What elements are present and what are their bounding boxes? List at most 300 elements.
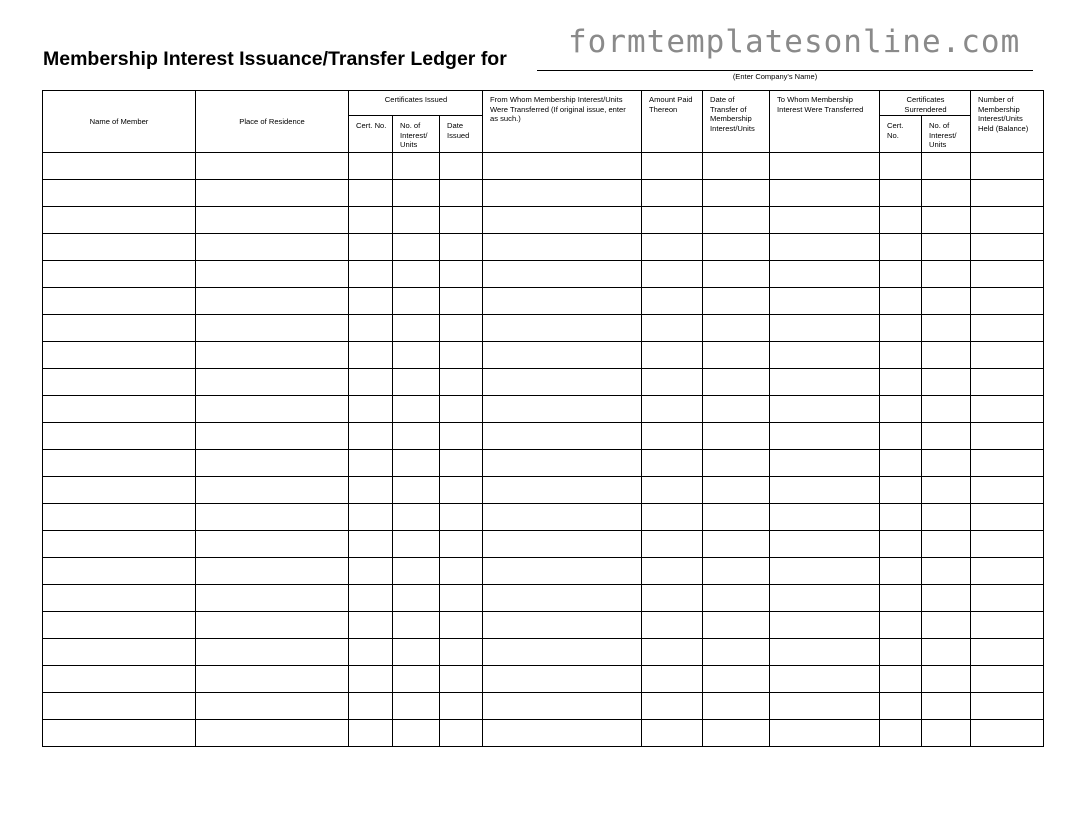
table-row (43, 666, 1044, 693)
cell-to-whom[interactable] (770, 342, 880, 369)
cell-place-of-residence[interactable] (196, 396, 349, 423)
cell-place-of-residence[interactable] (196, 450, 349, 477)
cell-name-of-member[interactable] (43, 207, 196, 234)
cell-amount-paid[interactable] (642, 207, 703, 234)
cell-balance[interactable] (971, 504, 1044, 531)
cell-date-of-transfer[interactable] (703, 180, 770, 207)
cell-balance[interactable] (971, 531, 1044, 558)
cell-from-whom[interactable] (483, 396, 642, 423)
table-row (43, 720, 1044, 747)
cell-name-of-member[interactable] (43, 693, 196, 720)
cell-from-whom[interactable] (483, 423, 642, 450)
cell-from-whom[interactable] (483, 585, 642, 612)
table-row (43, 396, 1044, 423)
cell-date-of-transfer[interactable] (703, 477, 770, 504)
cell-amount-paid[interactable] (642, 261, 703, 288)
cell-place-of-residence[interactable] (196, 315, 349, 342)
cell-name-of-member[interactable] (43, 504, 196, 531)
cell-issued-cert-no[interactable] (349, 639, 393, 666)
cell-from-whom[interactable] (483, 504, 642, 531)
header-issued-no-of-units: No. of Interest/ Units (393, 116, 440, 153)
cell-place-of-residence[interactable] (196, 234, 349, 261)
table-row (43, 612, 1044, 639)
cell-surrendered-no-of-units[interactable] (922, 396, 971, 423)
cell-date-of-transfer[interactable] (703, 288, 770, 315)
cell-balance[interactable] (971, 369, 1044, 396)
table-row (43, 558, 1044, 585)
cell-name-of-member[interactable] (43, 639, 196, 666)
cell-place-of-residence[interactable] (196, 693, 349, 720)
cell-surrendered-no-of-units[interactable] (922, 450, 971, 477)
ledger-table (42, 90, 1044, 747)
cell-surrendered-no-of-units[interactable] (922, 720, 971, 747)
cell-from-whom[interactable] (483, 261, 642, 288)
header-certificates-surrendered: Certificates Surrendered (880, 91, 971, 116)
cell-amount-paid[interactable] (642, 693, 703, 720)
cell-date-of-transfer[interactable] (703, 234, 770, 261)
cell-balance[interactable] (971, 207, 1044, 234)
cell-date-of-transfer[interactable] (703, 153, 770, 180)
cell-surrendered-cert-no[interactable] (880, 639, 922, 666)
cell-amount-paid[interactable] (642, 396, 703, 423)
cell-from-whom[interactable] (483, 612, 642, 639)
header-from-whom: From Whom Membership Interest/Units Were Transferred (If original issue, enter as such.) (483, 91, 642, 153)
cell-issued-cert-no[interactable] (349, 342, 393, 369)
cell-surrendered-no-of-units[interactable] (922, 639, 971, 666)
cell-amount-paid[interactable] (642, 423, 703, 450)
cell-amount-paid[interactable] (642, 504, 703, 531)
cell-to-whom[interactable] (770, 666, 880, 693)
cell-date-of-transfer[interactable] (703, 315, 770, 342)
cell-from-whom[interactable] (483, 666, 642, 693)
cell-issued-no-of-units[interactable] (393, 639, 440, 666)
cell-date-of-transfer[interactable] (703, 450, 770, 477)
cell-name-of-member[interactable] (43, 450, 196, 477)
cell-issued-cert-no[interactable] (349, 261, 393, 288)
cell-date-issued[interactable] (440, 396, 483, 423)
cell-name-of-member[interactable] (43, 612, 196, 639)
cell-issued-cert-no[interactable] (349, 612, 393, 639)
cell-from-whom[interactable] (483, 531, 642, 558)
cell-date-issued[interactable] (440, 288, 483, 315)
cell-name-of-member[interactable] (43, 423, 196, 450)
cell-amount-paid[interactable] (642, 153, 703, 180)
cell-balance[interactable] (971, 585, 1044, 612)
cell-to-whom[interactable] (770, 639, 880, 666)
cell-amount-paid[interactable] (642, 477, 703, 504)
cell-name-of-member[interactable] (43, 558, 196, 585)
cell-to-whom[interactable] (770, 585, 880, 612)
cell-place-of-residence[interactable] (196, 153, 349, 180)
cell-name-of-member[interactable] (43, 315, 196, 342)
cell-issued-cert-no[interactable] (349, 531, 393, 558)
cell-surrendered-cert-no[interactable] (880, 558, 922, 585)
cell-surrendered-cert-no[interactable] (880, 612, 922, 639)
cell-issued-cert-no[interactable] (349, 315, 393, 342)
cell-name-of-member[interactable] (43, 396, 196, 423)
header-date-issued: Date Issued (440, 116, 483, 153)
cell-issued-no-of-units[interactable] (393, 153, 440, 180)
cell-place-of-residence[interactable] (196, 720, 349, 747)
cell-surrendered-no-of-units[interactable] (922, 504, 971, 531)
cell-place-of-residence[interactable] (196, 612, 349, 639)
cell-date-issued[interactable] (440, 477, 483, 504)
cell-place-of-residence[interactable] (196, 504, 349, 531)
cell-place-of-residence[interactable] (196, 261, 349, 288)
cell-to-whom[interactable] (770, 261, 880, 288)
cell-issued-no-of-units[interactable] (393, 180, 440, 207)
cell-amount-paid[interactable] (642, 342, 703, 369)
cell-balance[interactable] (971, 450, 1044, 477)
cell-date-issued[interactable] (440, 423, 483, 450)
cell-issued-no-of-units[interactable] (393, 261, 440, 288)
cell-issued-no-of-units[interactable] (393, 234, 440, 261)
cell-surrendered-no-of-units[interactable] (922, 261, 971, 288)
cell-to-whom[interactable] (770, 558, 880, 585)
cell-name-of-member[interactable] (43, 153, 196, 180)
cell-place-of-residence[interactable] (196, 207, 349, 234)
cell-date-issued[interactable] (440, 558, 483, 585)
cell-to-whom[interactable] (770, 720, 880, 747)
table-row (43, 288, 1044, 315)
cell-issued-no-of-units[interactable] (393, 666, 440, 693)
cell-surrendered-cert-no[interactable] (880, 207, 922, 234)
cell-balance[interactable] (971, 396, 1044, 423)
cell-issued-no-of-units[interactable] (393, 342, 440, 369)
cell-issued-cert-no[interactable] (349, 477, 393, 504)
cell-surrendered-cert-no[interactable] (880, 423, 922, 450)
cell-amount-paid[interactable] (642, 315, 703, 342)
cell-from-whom[interactable] (483, 153, 642, 180)
cell-issued-no-of-units[interactable] (393, 369, 440, 396)
cell-balance[interactable] (971, 234, 1044, 261)
cell-amount-paid[interactable] (642, 531, 703, 558)
cell-surrendered-no-of-units[interactable] (922, 585, 971, 612)
cell-issued-cert-no[interactable] (349, 504, 393, 531)
cell-surrendered-no-of-units[interactable] (922, 477, 971, 504)
cell-issued-cert-no[interactable] (349, 153, 393, 180)
cell-to-whom[interactable] (770, 180, 880, 207)
cell-to-whom[interactable] (770, 234, 880, 261)
cell-issued-no-of-units[interactable] (393, 396, 440, 423)
cell-surrendered-cert-no[interactable] (880, 720, 922, 747)
company-name-field[interactable] (537, 70, 1033, 71)
cell-issued-no-of-units[interactable] (393, 207, 440, 234)
cell-to-whom[interactable] (770, 612, 880, 639)
header-issued-cert-no: Cert. No. (349, 116, 393, 153)
cell-amount-paid[interactable] (642, 234, 703, 261)
cell-place-of-residence[interactable] (196, 639, 349, 666)
cell-issued-cert-no[interactable] (349, 369, 393, 396)
cell-name-of-member[interactable] (43, 180, 196, 207)
cell-date-of-transfer[interactable] (703, 504, 770, 531)
cell-to-whom[interactable] (770, 504, 880, 531)
cell-from-whom[interactable] (483, 477, 642, 504)
cell-name-of-member[interactable] (43, 288, 196, 315)
cell-from-whom[interactable] (483, 450, 642, 477)
cell-surrendered-no-of-units[interactable] (922, 315, 971, 342)
cell-date-issued[interactable] (440, 153, 483, 180)
cell-issued-cert-no[interactable] (349, 450, 393, 477)
table-row (43, 261, 1044, 288)
cell-surrendered-cert-no[interactable] (880, 450, 922, 477)
cell-date-issued[interactable] (440, 693, 483, 720)
cell-date-issued[interactable] (440, 531, 483, 558)
cell-place-of-residence[interactable] (196, 369, 349, 396)
table-row (43, 234, 1044, 261)
cell-name-of-member[interactable] (43, 585, 196, 612)
cell-date-issued[interactable] (440, 666, 483, 693)
cell-balance[interactable] (971, 261, 1044, 288)
cell-balance[interactable] (971, 558, 1044, 585)
cell-issued-no-of-units[interactable] (393, 720, 440, 747)
cell-issued-cert-no[interactable] (349, 180, 393, 207)
cell-balance[interactable] (971, 342, 1044, 369)
cell-to-whom[interactable] (770, 207, 880, 234)
table-row (43, 180, 1044, 207)
cell-issued-cert-no[interactable] (349, 288, 393, 315)
cell-amount-paid[interactable] (642, 720, 703, 747)
cell-from-whom[interactable] (483, 234, 642, 261)
cell-date-of-transfer[interactable] (703, 666, 770, 693)
cell-surrendered-no-of-units[interactable] (922, 180, 971, 207)
cell-balance[interactable] (971, 666, 1044, 693)
cell-issued-no-of-units[interactable] (393, 477, 440, 504)
cell-surrendered-no-of-units[interactable] (922, 369, 971, 396)
table-row (43, 639, 1044, 666)
cell-date-of-transfer[interactable] (703, 558, 770, 585)
cell-surrendered-cert-no[interactable] (880, 153, 922, 180)
table-row (43, 423, 1044, 450)
cell-surrendered-no-of-units[interactable] (922, 234, 971, 261)
cell-date-issued[interactable] (440, 369, 483, 396)
cell-surrendered-no-of-units[interactable] (922, 207, 971, 234)
cell-date-of-transfer[interactable] (703, 369, 770, 396)
cell-date-issued[interactable] (440, 585, 483, 612)
cell-name-of-member[interactable] (43, 369, 196, 396)
cell-name-of-member[interactable] (43, 666, 196, 693)
cell-date-issued[interactable] (440, 450, 483, 477)
cell-place-of-residence[interactable] (196, 585, 349, 612)
cell-surrendered-cert-no[interactable] (880, 666, 922, 693)
cell-balance[interactable] (971, 153, 1044, 180)
cell-name-of-member[interactable] (43, 720, 196, 747)
table-row (43, 369, 1044, 396)
cell-date-of-transfer[interactable] (703, 261, 770, 288)
cell-place-of-residence[interactable] (196, 477, 349, 504)
cell-surrendered-no-of-units[interactable] (922, 666, 971, 693)
cell-issued-no-of-units[interactable] (393, 531, 440, 558)
cell-issued-no-of-units[interactable] (393, 315, 440, 342)
cell-date-of-transfer[interactable] (703, 342, 770, 369)
cell-issued-no-of-units[interactable] (393, 423, 440, 450)
cell-date-issued[interactable] (440, 234, 483, 261)
cell-name-of-member[interactable] (43, 342, 196, 369)
cell-issued-no-of-units[interactable] (393, 450, 440, 477)
cell-surrendered-no-of-units[interactable] (922, 153, 971, 180)
cell-from-whom[interactable] (483, 693, 642, 720)
cell-amount-paid[interactable] (642, 639, 703, 666)
cell-surrendered-cert-no[interactable] (880, 288, 922, 315)
cell-surrendered-no-of-units[interactable] (922, 558, 971, 585)
cell-surrendered-no-of-units[interactable] (922, 693, 971, 720)
cell-name-of-member[interactable] (43, 531, 196, 558)
cell-date-of-transfer[interactable] (703, 693, 770, 720)
cell-issued-no-of-units[interactable] (393, 612, 440, 639)
cell-issued-cert-no[interactable] (349, 666, 393, 693)
cell-date-of-transfer[interactable] (703, 423, 770, 450)
cell-surrendered-cert-no[interactable] (880, 396, 922, 423)
cell-issued-cert-no[interactable] (349, 720, 393, 747)
cell-date-issued[interactable] (440, 315, 483, 342)
cell-surrendered-no-of-units[interactable] (922, 612, 971, 639)
header-surrendered-cert-no: Cert. No. (880, 116, 922, 153)
cell-issued-cert-no[interactable] (349, 693, 393, 720)
cell-issued-cert-no[interactable] (349, 396, 393, 423)
cell-issued-cert-no[interactable] (349, 558, 393, 585)
cell-date-issued[interactable] (440, 720, 483, 747)
cell-surrendered-cert-no[interactable] (880, 315, 922, 342)
cell-place-of-residence[interactable] (196, 423, 349, 450)
cell-date-of-transfer[interactable] (703, 396, 770, 423)
cell-amount-paid[interactable] (642, 369, 703, 396)
cell-issued-cert-no[interactable] (349, 207, 393, 234)
cell-date-issued[interactable] (440, 612, 483, 639)
cell-issued-no-of-units[interactable] (393, 693, 440, 720)
table-row (43, 315, 1044, 342)
cell-issued-cert-no[interactable] (349, 585, 393, 612)
cell-from-whom[interactable] (483, 369, 642, 396)
watermark: formtemplatesonline.com (568, 24, 1021, 60)
cell-to-whom[interactable] (770, 693, 880, 720)
cell-to-whom[interactable] (770, 288, 880, 315)
cell-place-of-residence[interactable] (196, 288, 349, 315)
cell-date-of-transfer[interactable] (703, 531, 770, 558)
cell-to-whom[interactable] (770, 396, 880, 423)
cell-date-issued[interactable] (440, 207, 483, 234)
cell-date-issued[interactable] (440, 180, 483, 207)
cell-issued-cert-no[interactable] (349, 423, 393, 450)
cell-date-of-transfer[interactable] (703, 612, 770, 639)
cell-surrendered-cert-no[interactable] (880, 693, 922, 720)
cell-balance[interactable] (971, 693, 1044, 720)
header-surrendered-no-of-units: No. of Interest/ Units (922, 116, 971, 153)
header-amount-paid: Amount Paid Thereon (642, 91, 703, 153)
cell-surrendered-no-of-units[interactable] (922, 342, 971, 369)
cell-place-of-residence[interactable] (196, 342, 349, 369)
header-balance: Number of Membership Interest/Units Held (Balance) (971, 91, 1044, 153)
cell-surrendered-cert-no[interactable] (880, 504, 922, 531)
cell-issued-no-of-units[interactable] (393, 558, 440, 585)
cell-amount-paid[interactable] (642, 585, 703, 612)
cell-surrendered-cert-no[interactable] (880, 261, 922, 288)
header-to-whom: To Whom Membership Interest Were Transferred (770, 91, 880, 153)
cell-to-whom[interactable] (770, 153, 880, 180)
cell-issued-no-of-units[interactable] (393, 585, 440, 612)
cell-date-of-transfer[interactable] (703, 585, 770, 612)
cell-from-whom[interactable] (483, 558, 642, 585)
cell-surrendered-no-of-units[interactable] (922, 423, 971, 450)
cell-issued-no-of-units[interactable] (393, 504, 440, 531)
cell-issued-cert-no[interactable] (349, 234, 393, 261)
cell-surrendered-cert-no[interactable] (880, 585, 922, 612)
cell-surrendered-cert-no[interactable] (880, 180, 922, 207)
cell-to-whom[interactable] (770, 450, 880, 477)
cell-amount-paid[interactable] (642, 612, 703, 639)
cell-name-of-member[interactable] (43, 234, 196, 261)
cell-date-issued[interactable] (440, 504, 483, 531)
table-row (43, 153, 1044, 180)
cell-surrendered-cert-no[interactable] (880, 531, 922, 558)
cell-surrendered-no-of-units[interactable] (922, 531, 971, 558)
cell-issued-no-of-units[interactable] (393, 288, 440, 315)
cell-balance[interactable] (971, 720, 1044, 747)
header-certificates-issued: Certificates Issued (349, 91, 483, 116)
cell-place-of-residence[interactable] (196, 666, 349, 693)
cell-amount-paid[interactable] (642, 288, 703, 315)
cell-from-whom[interactable] (483, 315, 642, 342)
cell-surrendered-cert-no[interactable] (880, 477, 922, 504)
cell-to-whom[interactable] (770, 423, 880, 450)
cell-balance[interactable] (971, 612, 1044, 639)
cell-amount-paid[interactable] (642, 666, 703, 693)
cell-balance[interactable] (971, 315, 1044, 342)
cell-place-of-residence[interactable] (196, 180, 349, 207)
cell-to-whom[interactable] (770, 315, 880, 342)
cell-surrendered-cert-no[interactable] (880, 369, 922, 396)
title-row (43, 48, 1033, 74)
cell-date-of-transfer[interactable] (703, 207, 770, 234)
table-row (43, 477, 1044, 504)
cell-from-whom[interactable] (483, 720, 642, 747)
cell-surrendered-cert-no[interactable] (880, 234, 922, 261)
cell-to-whom[interactable] (770, 369, 880, 396)
cell-date-of-transfer[interactable] (703, 720, 770, 747)
cell-date-issued[interactable] (440, 639, 483, 666)
cell-balance[interactable] (971, 423, 1044, 450)
table-row (43, 504, 1044, 531)
cell-balance[interactable] (971, 477, 1044, 504)
cell-from-whom[interactable] (483, 342, 642, 369)
cell-place-of-residence[interactable] (196, 558, 349, 585)
cell-balance[interactable] (971, 639, 1044, 666)
cell-balance[interactable] (971, 288, 1044, 315)
cell-from-whom[interactable] (483, 288, 642, 315)
cell-name-of-member[interactable] (43, 261, 196, 288)
header-place-of-residence: Place of Residence (196, 91, 349, 153)
cell-to-whom[interactable] (770, 531, 880, 558)
cell-date-of-transfer[interactable] (703, 639, 770, 666)
cell-date-issued[interactable] (440, 261, 483, 288)
cell-amount-paid[interactable] (642, 450, 703, 477)
cell-place-of-residence[interactable] (196, 531, 349, 558)
cell-to-whom[interactable] (770, 477, 880, 504)
cell-name-of-member[interactable] (43, 477, 196, 504)
cell-from-whom[interactable] (483, 180, 642, 207)
header-name-of-member: Name of Member (43, 91, 196, 153)
cell-date-issued[interactable] (440, 342, 483, 369)
cell-surrendered-no-of-units[interactable] (922, 288, 971, 315)
cell-from-whom[interactable] (483, 207, 642, 234)
cell-surrendered-cert-no[interactable] (880, 342, 922, 369)
cell-from-whom[interactable] (483, 639, 642, 666)
table-row (43, 693, 1044, 720)
company-name-hint: (Enter Company's Name) (732, 72, 818, 81)
cell-amount-paid[interactable] (642, 180, 703, 207)
table-row (43, 450, 1044, 477)
cell-balance[interactable] (971, 180, 1044, 207)
cell-amount-paid[interactable] (642, 558, 703, 585)
